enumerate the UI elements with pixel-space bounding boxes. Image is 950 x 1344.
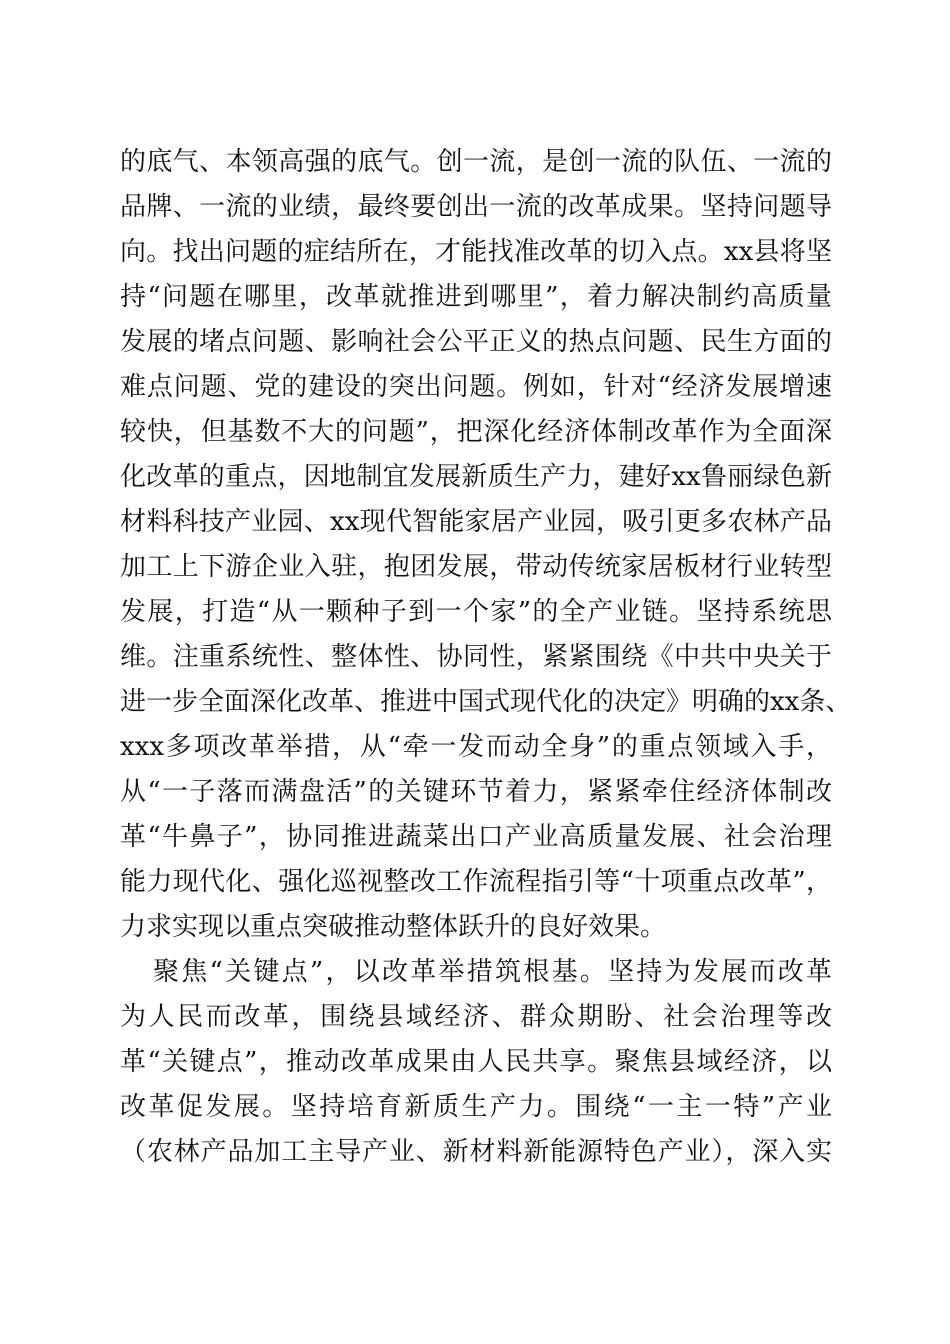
document-page bbox=[120, 140, 852, 1175]
text-line: 改革促发展。坚持培育新质生产力。围绕“一主一特”产业 bbox=[120, 1092, 832, 1122]
text-line: xxx多项改革举措，从“牵一发而动全身”的重点领域入手， bbox=[120, 732, 832, 762]
text-line: 发展的堵点问题、影响社会公平正义的热点问题、民生方面的 bbox=[120, 327, 832, 357]
text-line: 聚焦“关键点”，以改革举措筑根基。坚持为发展而改革 bbox=[153, 957, 832, 987]
paragraph bbox=[120, 140, 852, 950]
text-line: 难点问题、党的建设的突出问题。例如，针对“经济发展增速 bbox=[120, 372, 832, 402]
text-line: 维。注重系统性、整体性、协同性，紧紧围绕《中共中央关于 bbox=[120, 642, 832, 672]
text-line: 加工上下游企业入驻，抱团发展，带动传统家居板材行业转型 bbox=[120, 552, 832, 582]
text-line: 品牌、一流的业绩，最终要创出一流的改革成果。坚持问题导 bbox=[120, 192, 832, 222]
text-line: 的底气、本领高强的底气。创一流，是创一流的队伍、一流的 bbox=[120, 147, 832, 177]
text-line: 持“问题在哪里，改革就推进到哪里”，着力解决制约高质量 bbox=[120, 282, 832, 312]
paragraph bbox=[120, 950, 832, 1175]
text-line: 向。找出问题的症结所在，才能找准改革的切入点。xx县将坚 bbox=[120, 237, 832, 267]
text-line: 较快，但基数不大的问题”，把深化经济体制改革作为全面深 bbox=[120, 417, 832, 447]
text-line: 从“一子落而满盘活”的关键环节着力，紧紧牵住经济体制改 bbox=[120, 777, 832, 807]
text-line: 能力现代化、强化巡视整改工作流程指引等“十项重点改革”， bbox=[120, 867, 832, 897]
text-line: 进一步全面深化改革、推进中国式现代化的决定》明确的xx条、 bbox=[120, 687, 852, 717]
text-line: 力求实现以重点突破推动整体跃升的良好效果。 bbox=[120, 912, 667, 942]
text-line: 化改革的重点，因地制宜发展新质生产力，建好xx鲁丽绿色新 bbox=[120, 462, 832, 492]
text-line: 发展，打造“从一颗种子到一个家”的全产业链。坚持系统思 bbox=[120, 597, 832, 627]
text-line: 材料科技产业园、xx现代智能家居产业园，吸引更多农林产品 bbox=[120, 507, 832, 537]
text-line: 为人民而改革，围绕县域经济、群众期盼、社会治理等改 bbox=[120, 1002, 832, 1032]
text-line: 革“牛鼻子”，协同推进蔬菜出口产业高质量发展、社会治理 bbox=[120, 822, 832, 852]
text-line: （农林产品加工主导产业、新材料新能源特色产业），深入实 bbox=[120, 1137, 832, 1167]
text-line: 革“关键点”，推动改革成果由人民共享。聚焦县域经济，以 bbox=[120, 1047, 832, 1077]
